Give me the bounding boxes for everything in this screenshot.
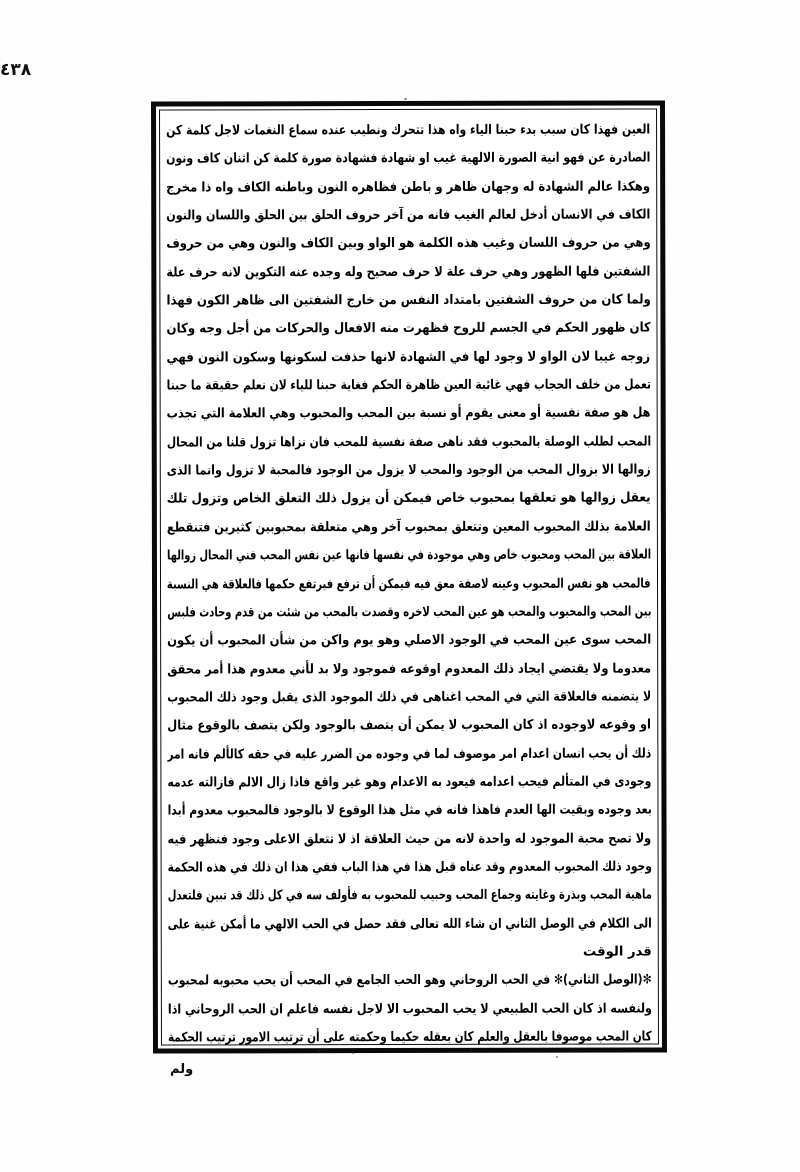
manuscript-line [168, 995, 652, 1024]
manuscript-line-text: لا يتضمنه فالعلاقة التي في المحب اغناهى في ذلك الموجود الذى يقبل وجود ذلك المحبوب [167, 689, 652, 706]
manuscript-line [167, 655, 651, 684]
manuscript-line [167, 513, 651, 542]
manuscript-line [166, 258, 650, 287]
manuscript-line-text: العين فهذا كان سبب بدء حبنا الياء واه هذا تتحرك ونطيب عنده سماع النغمات لاجل كلمة كن [166, 122, 651, 139]
manuscript-line-text: زوجه غيبا لان الواو لا وجود لها في الشهادة لانها حذفت لسكونها وسكون النون فهي [166, 349, 651, 366]
manuscript-line [167, 457, 651, 486]
manuscript-line [166, 202, 650, 231]
manuscript-line-text: العلاقة بين المحب ومحبوب خاص وهي موجودة في نفسها فانها عين نفس المحب فني المحال زوالها [166, 547, 651, 564]
manuscript-line [167, 797, 651, 826]
manuscript-line [168, 967, 652, 996]
manuscript-line [167, 400, 651, 429]
manuscript-line-text: الصادرة عن فهو انية الصورة الالهية غيب او شهادة فشهادة صورة كلمة كن اثنان كاف ونون [166, 150, 651, 167]
manuscript-line [166, 145, 650, 174]
manuscript-line [168, 938, 652, 967]
manuscript-line-text: كان ظهور الحكم في الجسم للروح فظهرت منه الافعال والحركات من أجل وجه وكان [166, 320, 651, 337]
manuscript-line [168, 910, 652, 939]
manuscript-line [168, 1023, 652, 1052]
scan-speckle [318, 1050, 321, 1052]
manuscript-line-text: ذلك أن يحب انسان اعدام امر موصوف لما في وجوده من الضرر عليه في حقه كالألم فانه امر [167, 746, 652, 763]
catchword: ولم [170, 1062, 194, 1077]
manuscript-line-text: وهي من حروف اللسان وغيب هذه الكلمة هو الواو وبين الكاف والنون وهي من حروف [166, 235, 651, 252]
manuscript-line [167, 740, 651, 769]
manuscript-line-text: العلامة بذلك المحبوب المعين وتتعلق بمحبوب آخر وهي متعلقة بمحبوبين كثيرين فتنقطع [167, 519, 651, 536]
manuscript-line-text: ولما كان من حروف الشفتين بامتداد النفس من خارج الشفتين الى ظاهر الكون فهذا [166, 292, 651, 309]
manuscript-line [167, 485, 651, 514]
manuscript-line-text: وجودى في المتألم فيحب اعدامه فيعود به الاعدام وهو غير واقع فاذا زال الالم فازالته عدمه [167, 774, 652, 791]
manuscript-line-text: معدوما ولا يقتضي ايجاد ذلك المعدوم اوقوعه فموجود ولا بد لأني معدوم هذا أمر محقق [167, 661, 652, 678]
manuscript-line-text: تعمل من خلف الحجاب فهي غائبة العين ظاهرة الحكم فغاية حبنا للياء لان نعلم حقيقة ما حبنا [166, 377, 651, 394]
manuscript-line [167, 542, 651, 571]
manuscript-line [167, 428, 651, 457]
manuscript-line-text: المحب سوى عين المحب في الوجود الاصلي وهو يوم واكن من شأن المحبوب أن يكون [167, 632, 652, 649]
manuscript-line [168, 882, 652, 911]
manuscript-line-text: الى الكلام في الوصل الثاني ان شاء الله تعالى فقد حصل في الحب الالهي ما أمكن غنية على [167, 916, 652, 933]
manuscript-line [167, 343, 651, 372]
manuscript-line-text: المحب لطلب الوصلة بالمحبوب فقد ناهى صفة نفسية للمحب فان نزاها تزول قلنا من المحال [166, 434, 651, 451]
manuscript-line-text: فالمحب هو نفس المحبوب وعينه لاصفة معق فيه فيمكن أن ترفع فيرتفع حكمها فالعلاقة هي النسبة [167, 575, 652, 593]
manuscript-line [167, 627, 651, 656]
manuscript-line [168, 853, 652, 882]
manuscript-line-text: بعد وجوده وبقيت الها العدم فاهذا فانه في مثل هذا الوقوع لا بالوجود فالمحبوب معدوم أبدا [167, 802, 652, 819]
manuscript-line-text: ولنفسه اذ كان الحب الطبيعي لا يحب المحبوب الا لاجل نفسه فاعلم ان الحب الروحاني اذا [167, 1001, 652, 1018]
manuscript-line-text: كان المحب موصوفا بالعقل والعلم كان بعقله حكيما وحكمته على أن ترتيب الامور ترتيب الحكمة [168, 1029, 652, 1046]
scan-speckle [470, 1049, 473, 1051]
manuscript-line-text: هل هو صفة نفسية أو معنى يقوم أو نسبة بين المحب والمحبوب وهي العلامة التي تجذب [166, 405, 651, 422]
scan-speckle [404, 98, 407, 100]
manuscript-line-text: الكاف في الانسان أدخل لعالم الغيب فانه من آخر حروف الحلق بين الحلق واللسان والنون [166, 207, 651, 224]
manuscript-line [166, 116, 650, 145]
scan-speckle [352, 1052, 354, 1054]
manuscript-line [167, 768, 651, 797]
manuscript-text-frame [151, 100, 667, 1053]
manuscript-line-text: وجود ذلك المحبوب المعدوم وقد عناه قبل هذا في هذا الباب ففي هذا ان ذلك في هذه الحكمة [167, 859, 652, 876]
manuscript-line [166, 173, 650, 202]
manuscript-line-text: زوالها الا بزوال المحب من الوجود والمحب لا يزول من الوجود فالمحبة لا تزول وانما الذى [166, 462, 651, 479]
manuscript-line [166, 287, 650, 316]
manuscript-line [167, 598, 651, 627]
manuscript-line [167, 372, 651, 401]
manuscript-line [167, 712, 651, 741]
manuscript-line [166, 315, 650, 344]
scan-speckle [556, 1056, 558, 1058]
manuscript-text-block [166, 116, 652, 1046]
manuscript-line [167, 570, 651, 599]
manuscript-line [166, 230, 650, 259]
manuscript-line [168, 825, 652, 854]
manuscript-line-text: قدر الوقت [582, 944, 652, 960]
manuscript-line-text: ✻(الوصل الثاني)✻ في الحب الروحاني وهو الحب الجامع في المحب أن يحب محبوبه لمحبوب [168, 972, 652, 989]
manuscript-line-text: وهكذا عالم الشهادة له وجهان ظاهر و باطن فظاهره النون وباطنه الكاف واه ذا مخرج [166, 179, 651, 196]
manuscript-line-text: بين المحب والمحبوب والمحب هو عين المحب لاخره وقصدت بالمحب من شئت من قدم وحادث فلبس [167, 604, 652, 621]
manuscript-line [167, 683, 651, 712]
manuscript-line-text: يعقل زوالها هو تعلقها بمحبوب خاص فيمكن أن يزول ذلك التعلق الخاص وتزول تلك [166, 490, 651, 507]
manuscript-line-text: ولا تصح محبة الموجود له واحدة لانه من حيث العلاقة اذ لا تتعلق الاعلى وجود فنظهر فيه [167, 831, 652, 848]
manuscript-line-text: ماهية المحب وبذرة وغايته وجماع المحب وحبيب للمحبوب به فأولف سه في كل ذلك قد تبين فلتعدل [167, 887, 652, 904]
folio-page-number: ٤٣٨ [0, 60, 32, 80]
manuscript-line-text: الشفتين فلها الظهور وهي حرف علة لا حرف صحيح وله وجده عنه التكوين لانه حرف علة [166, 264, 651, 281]
manuscript-line-text: او وقوعه لاوجوده اذ كان المحبوب لا يمكن أن يتصف بالوجود ولكن يتصف بالوقوع مثال [167, 717, 652, 734]
